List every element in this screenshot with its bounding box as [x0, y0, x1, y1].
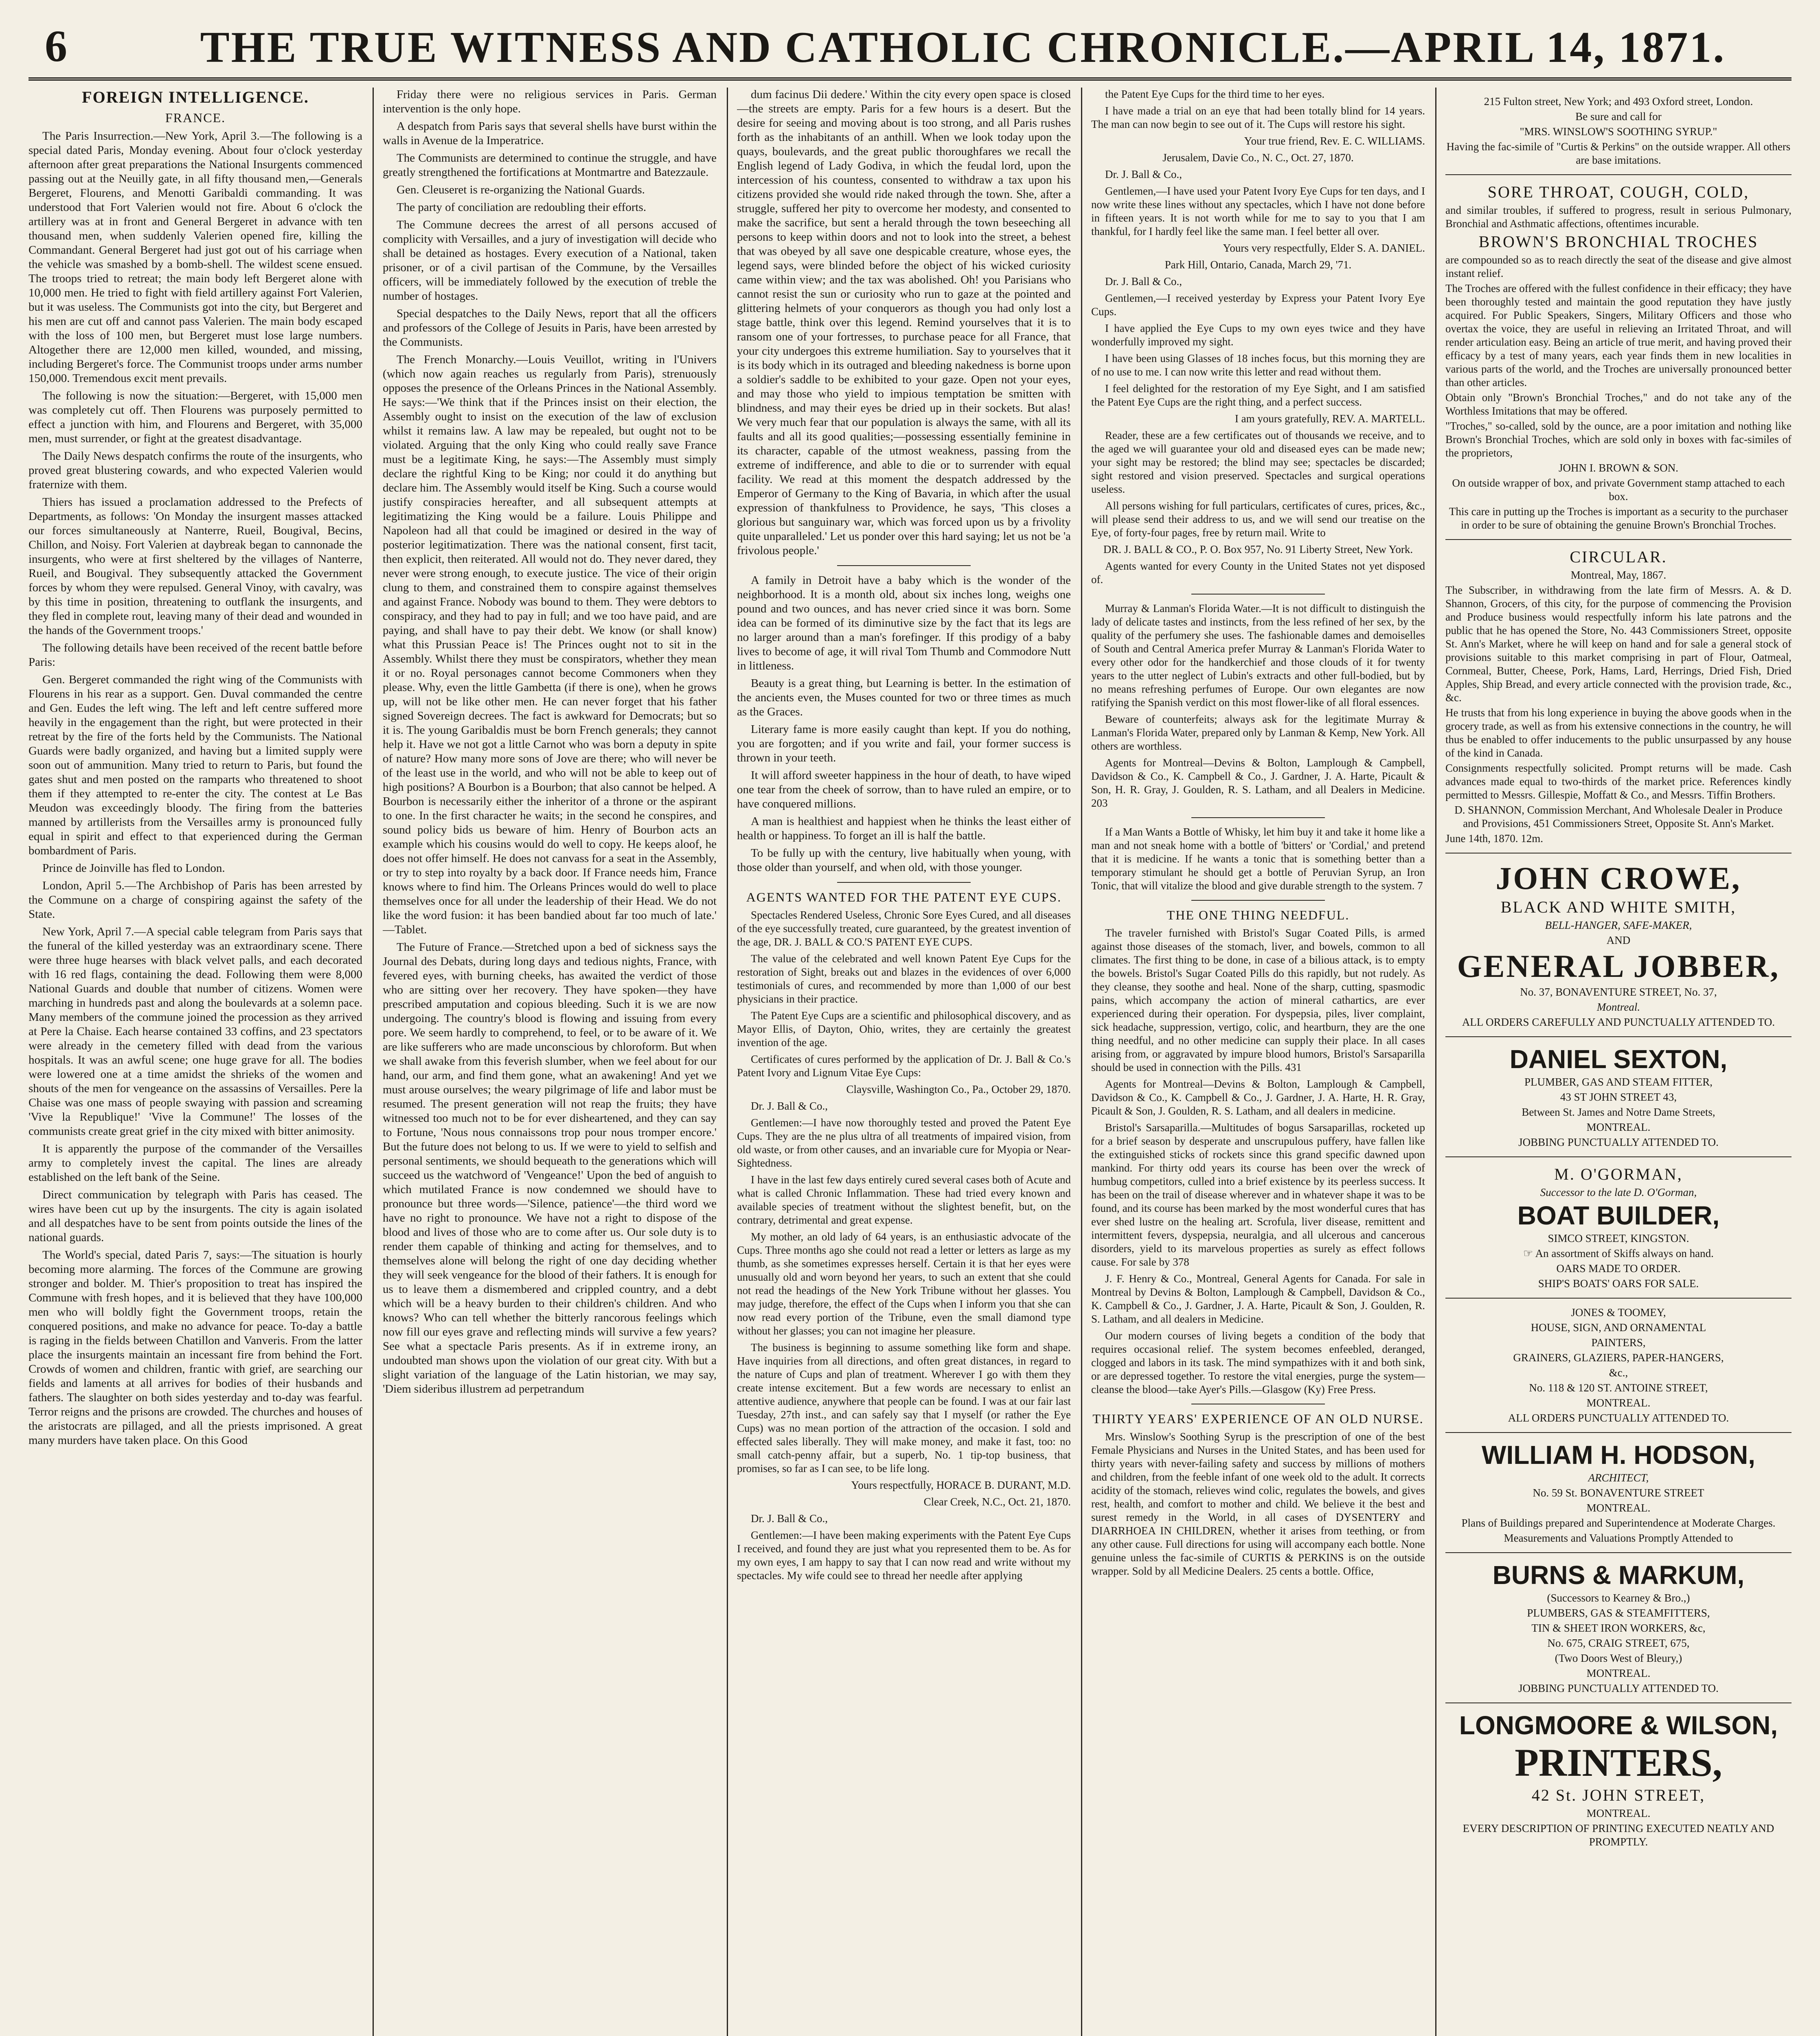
ad-dateline: June 14th, 1870. 12m. [1445, 832, 1543, 845]
ad-line: GRAINERS, GLAZIERS, PAPER-HANGERS, [1513, 1351, 1724, 1364]
ad-paragraph: Agents wanted for every County in the United States not yet disposed of. [1091, 560, 1425, 586]
article-paragraph: Literary fame is more easily caught than kept. If you do nothing, you are forgotten; and if you write and fail, your former success is thrown in your teeth. [737, 723, 1071, 764]
article-paragraph: The French Monarchy.—Louis Veuillot, writing in l'Univers (which now again reaches us regularly from Paris), strenuously opposes the presence of the Orleans Princes in the National Assembly. He says:—'We think that if the Princes insist on their election, the Assembly ought to insist on the execution of the law of exclusion whilst it remains law. A law may be repealed, but ought not to be violated. Arguing that the only King who could really save France must be a legitimate King, he says:—The Assembly must simply declare the rightful King to be King; nor could it do anything but declare him. The Assembly would itself be King. Such a course would justify conspiracies hereafter, and all subsequent attempts at legitimatizing the King would be a failure. Louis Philippe and Napoleon had all that could be imagined or desired in the way of posterior legitimatization. There was the national consent, first tacit, then explicit, then reiterated. All would not do. They never dared, they never were strong enough, to execute justice. The vice of their origin clung to them, and constrained them to conspire against themselves and against France. Nobody was bound to them. They were debtors to conspiracy, and they had to pay in full; and we too have paid, and are paying, and shall have to pay their debt. We know (or shall know) what this Prussian Peace is! The Princes ought not to sit in the Assembly. Whilst there they must be conspirators, whether they mean it or no. Royal personages cannot become Commoners when they please. Why, even the little Gambetta (if there is one), when he grows up, will not be like other men. He can never forget that his father signed Sovereign decrees. The fact is awkward for Democrats; but so it is. The young Garibaldis must be born French generals; they cannot help it. Have we not got a little Carnot who was born a deputy in spite of nature? How many more sons of Jove are there; who will never be of the least use in the world, and who will not be able to keep out of high positions? A Bourbon is a Bourbon; that also cannot be helped. A Bourbon is necessarily either the inheritor of a throne or the aspirant to one. In the first character he waits; in the second he conspires, and sound policy bids us beware of him. Henry of Bourbon acts an example which his cousins would do well to copy. He keeps aloof, he does not offer himself. He does not canvass for a seat in the Assembly, or try to step into royalty by a back door. If France needs him, France knows where to find him. The Orleans Princes would do well to place themselves once for all under the leadership of their Head. We do not like the word fusion: it has been bandied about far too much of late.' —Tablet. [383, 353, 717, 936]
divider [837, 882, 971, 883]
ad-paragraph: are compounded so as to reach directly the seat of the disease and give almost instant relief. [1445, 254, 1791, 279]
ad-line: Be sure and call for [1575, 110, 1662, 123]
ad-line: PLUMBERS, GAS & STEAMFITTERS, [1527, 1607, 1710, 1619]
article-paragraph: It will afford sweeter happiness in the hour of death, to have wiped one tear from the cheek of sorrow, than to have ruled an empire, or to have conquered millions. [737, 769, 1071, 810]
ad-paragraph: The Subscriber, in withdrawing from the late firm of Messrs. A. & D. Shannon, Grocers, of this city, for the purpose of commencing the Provision and Produce business would respectfully inform his late patrons and the public that he has opened the Store, No. 443 Commissioners Street, opposite St. Ann's Market, where he will keep on hand and for sale a general stock of provisions suitable to this market comprising in part of Flour, Oatmeal, Cornmeal, Butter, Cheese, Pork, Hams, Lard, Herrings, Dried Fish, Dried Apples, Ship Bread, and every article connected with the provision trade, &c., &c. [1445, 584, 1791, 704]
ad-dateline: Montreal, May, 1867. [1570, 569, 1667, 581]
ad-line: 215 Fulton street, New York; and 493 Oxford street, London. [1484, 95, 1753, 108]
ad-signature: D. SHANNON, Commission Merchant, And Wholesale Dealer in Produce and Provisions, 451 Commissioners Street, Opposite St. Ann's Market. [1454, 804, 1783, 829]
ad-paragraph: Gentlemen:—I have been making experiments with the Patent Eye Cups I received, and found they are just what you represented them to be. As for my own eyes, I am happy to say that I can now read and write without my spectacles. My wife could see to thread her needle after applying [737, 1529, 1071, 1582]
article-paragraph: The following details have been received of the recent battle before Paris: [29, 641, 362, 669]
article-paragraph: It is apparently the purpose of the commander of the Versailles army to completely invest the capital. The lines are already established on the left bank of the Seine. [29, 1142, 362, 1184]
circular-ad [1445, 540, 1791, 853]
section-subheading: FRANCE. [165, 110, 226, 125]
column-rule [727, 88, 728, 2036]
ad-note: ALL ORDERS PUNCTUALLY ATTENDED TO. [1508, 1412, 1729, 1424]
article-paragraph: To be fully up with the century, live habitually when young, with those older than yourself, and when old, with those younger. [737, 847, 1071, 874]
newspaper-title: THE TRUE WITNESS AND CATHOLIC CHRONICLE.—APRIL 14, 1871. [200, 23, 1726, 72]
ad-paragraph: The Patent Eye Cups are a scientific and philosophical discovery, and as Mayor Ellis, of Dayton, Ohio, writes, they are certainly the greatest invention of the age. [737, 1009, 1071, 1049]
ad-paragraph: Gentlemen:—I have now thoroughly tested and proved the Patent Eye Cups. They are the ne plus ultra of all treatments of impaired vision, from old waste, or from other causes, and an invariable cure for Myopia or Near-Sightedness. [737, 1117, 1071, 1169]
ad-address: No. 59 St. BONAVENTURE STREET [1533, 1487, 1704, 1499]
longmoore-ad [1445, 1703, 1791, 1856]
article-paragraph: London, April 5.—The Archbishop of Paris has been arrested by the Commune on a charge of conspiring against the safety of the State. [29, 879, 362, 921]
letter-dateline: Claysville, Washington Co., Pa., October 29, 1870. [846, 1083, 1071, 1095]
ad-paragraph: Agents for Montreal—Devins & Bolton, Lamplough & Campbell, Davidson & Co., K. Campbell & Co., J. Gardner, J. A. Harte, Picault & Son, H. R. Gray, J. Goulden, R. S. Latham, and all Dealers in Medicine. 203 [1091, 757, 1425, 809]
ad-note-text: An assortment of Skiffs always on hand. [1535, 1247, 1714, 1259]
ogorman-ad [1445, 1157, 1791, 1299]
column-5 [1445, 88, 1791, 2036]
ad-city: MONTREAL. [1586, 1397, 1651, 1409]
ad-paragraph: The traveler furnished with Bristol's Sugar Coated Pills, is armed against those diseases of the stomach, liver, and bowels, common to all climates. The first thing to be done, in case of a bilious attack, is to empty the bowels. Bristol's Sugar Coated Pills do this rapidly, but not rudely. As they cleanse, they soothe and heal. None of the sharp, cutting, spasmodic pains, which accompany the action of mineral cathartics, are ever experienced during their operation. For dyspepsia, piles, liver complaint, sick headache, suppression, vertigo, colic, and heartburn, they are the one thing needful, and no other medicine can supply their place. In all cases arising from, or aggravated by impure blood humors, Bristol's Sarsaparilla should be used in connection with the Pills. 431 [1091, 927, 1425, 1073]
ad-line: HOUSE, SIGN, AND ORNAMENTAL [1531, 1321, 1706, 1334]
ad-paragraph: My mother, an old lady of 64 years, is an enthusiastic advocate of the Cups. Three months ago she could not read a letter or letters as large as my thumb, as she sometimes expresses herself. Certain it is that her eyes were unusually old and worn beyond her years, to such an extent that she could not read the headings of the New York Tribune without her glasses. You may judge, therefore, the effect of the Cups when I inform you that she can now read every portion of the Tribune, even the small diamond type without her glasses; you can not imagine her pleasure. [737, 1231, 1071, 1337]
ad-heading: THE ONE THING NEEDFUL. [1167, 908, 1350, 922]
ad-paragraph: J. F. Henry & Co., Montreal, General Agents for Canada. For sale in Montreal by Devins & Bolton, Lamplough & Campbell, Davidson & Co., K. Campbell & Co., J. Gardner, J. A. Harte, Picault & Son, J. Goulden, R. S. Latham, and all dealers in Medicine. [1091, 1272, 1425, 1325]
masthead [29, 16, 1791, 81]
ad-line: BELL-HANGER, SAFE-MAKER, [1545, 919, 1692, 931]
ad-address: 42 St. JOHN STREET, [1531, 1786, 1706, 1804]
ad-address: No. 675, CRAIG STREET, 675, [1547, 1637, 1690, 1649]
ad-line: Having the fac-simile of "Curtis & Perkins" on the outside wrapper. All others are base imitations. [1446, 140, 1791, 166]
letter-salutation: Dr. J. Ball & Co., [1105, 275, 1182, 287]
ad-heading: SORE THROAT, COUGH, COLD, [1487, 183, 1750, 201]
ad-note: EVERY DESCRIPTION OF PRINTING EXECUTED NEATLY AND PROMPTLY. [1463, 1822, 1774, 1848]
ad-note: Plans of Buildings prepared and Superintendence at Moderate Charges. [1461, 1517, 1776, 1529]
ad-line: PRINTERS, [1515, 1741, 1722, 1784]
ad-paragraph: Spectacles Rendered Useless, Chronic Sore Eyes Cured, and all diseases of the eye successfully treated, cure guaranteed, by the greatest invention of the age, DR. J. BALL & CO.'S PATENT EYE CUPS. [737, 909, 1071, 948]
article-paragraph: The Daily News despatch confirms the route of the insurgents, who proved great blustering cowards, and who expected Valerien would fraternize with them. [29, 450, 362, 491]
article-paragraph: A man is healthiest and happiest when he thinks the least either of health or happiness. To forget an ill is half the battle. [737, 815, 1071, 842]
column-2 [383, 88, 717, 2036]
ad-paragraph: Obtain only "Brown's Bronchial Troches," and do not take any of the Worthless Imitations that may be offered. [1445, 391, 1791, 417]
ad-line: Successor to the late D. O'Gorman, [1540, 1186, 1697, 1198]
ad-name: BURNS & MARKUM, [1492, 1560, 1745, 1590]
ad-note: JOBBING PUNCTUALLY ATTENDED TO. [1518, 1682, 1719, 1694]
ad-paragraph: The value of the celebrated and well known Patent Eye Cups for the restoration of Sight, breaks out and blazes in the evidences of over 6,000 testimonials of cures, and recommended by more than 1,000 of our best physicians in their practice. [737, 952, 1071, 1005]
ad-address: No. 37, BONAVENTURE STREET, No. 37, [1520, 986, 1717, 998]
columns [29, 88, 1791, 2036]
ad-city: Montreal. [1596, 1001, 1640, 1013]
letter-salutation: Dr. J. Ball & Co., [1105, 168, 1182, 180]
ad-paragraph: Consignments respectfully solicited. Prompt returns will be made. Cash advances made equal to two-thirds of the market price. References kindly permitted to Messrs. Gillespie, Moffatt & Co., and Messrs. Tiffin Brothers. [1445, 762, 1791, 801]
article-paragraph: Gen. Bergeret commanded the right wing of the Communists with Flourens in his rear as a support. Gen. Duval commanded the centre and Gen. Eudes the left wing. The left and left centre suffered more heavily in the engagement than the right, but were protected in their retreat by the fire of the forts held by the Communists. The National Guards were badly organized, and having but a limited supply were soon out of ammunition. Many tried to return to Paris, but found the gates shut and men posted on the ramparts who threatened to shoot them if they attempted to re-enter the city. The contest at Le Bas Meudon was exceedingly bloody. The firing from the batteries manned by artillerists from the Versailles army is pronounced fully equal in spirit and effect to that experienced during the German bombardment of Paris. [29, 673, 362, 857]
letter-signature: Your true friend, Rev. E. C. WILLIAMS. [1244, 135, 1425, 147]
ad-paragraph: I have made a trial on an eye that had been totally blind for 14 years. The man can now begin to see out of it. The Cups will restore his sight. [1091, 105, 1425, 130]
ad-note: Measurements and Valuations Promptly Attended to [1504, 1532, 1733, 1544]
ad-line: (Successors to Kearney & Bro.,) [1547, 1592, 1690, 1604]
letter-salutation: Dr. J. Ball & Co., [751, 1512, 828, 1525]
ad-paragraph: This care in putting up the Troches is important as a security to the purchaser in order to be sure of obtaining the genuine Brown's Bronchial Troches. [1449, 505, 1788, 531]
article-paragraph: The World's special, dated Paris 7, says:—The situation is hourly becoming more alarming. The forces of the Commune are growing stronger and bolder. M. Thier's proposition to treat has inspired the Commune with fresh hopes, and it is believed that they have 100,000 men who will boldly fight the Government troops, retain the conquered positions, and make no advance for peace. To-day a battle is raging in the fields between Chatillon and Vanveris. From the latter place the insurgents maintain an incessant fire from behind the Fort. Crowds of women and children, frantic with grief, are searching our fields and laments at all arrives for bodies of their husbands and fathers. The slaughter on both sides yesterday and to-day was fearful. Terror reigns and the prisons are crowded. The churches and houses of the aristocrats are pillaged, and all the priests imprisoned. A great many murders have taken place. On this Good [29, 1248, 362, 1447]
ad-city: MONTREAL. [1586, 1121, 1651, 1133]
ad-paragraph: and similar troubles, if suffered to progress, result in serious Pulmonary, Bronchial and Asthmatic affections, oftentimes incurable. [1445, 204, 1791, 230]
article-paragraph: The Communists are determined to continue the struggle, and have greatly strengthened the fortifications at Montmartre and Batezzaule. [383, 151, 717, 179]
column-rule [1081, 88, 1082, 2036]
article-paragraph: Beauty is a great thing, but Learning is better. In the estimation of the ancients even, the Muses counted for two or three times as much as the Graces. [737, 677, 1071, 718]
letter-salutation: Dr. J. Ball & Co., [751, 1100, 828, 1112]
letter-signature: Yours respectfully, HORACE B. DURANT, M.D. [851, 1479, 1071, 1491]
ad-paragraph: The Troches are offered with the fullest confidence in their efficacy; they have been thoroughly tested and maintain the good reputation they have justly acquired. For Public Speakers, Singers, Military Officers and those who overtax the voice, they are useful in relieving an Irritated Throat, and will render articulation easy. Being an article of true merit, and having proved their efficacy by a test of many years, each year finds them in new localities in various parts of the world, and the Troches are universally pronounced better than other articles. [1445, 282, 1791, 388]
hodson-ad [1445, 1433, 1791, 1553]
article-paragraph: Prince de Joinville has fled to London. [42, 862, 225, 875]
ad-city: MONTREAL. [1586, 1807, 1651, 1819]
article-paragraph: Gen. Cleuseret is re-organizing the National Guards. [397, 183, 645, 196]
ad-line: ARCHITECT, [1588, 1472, 1649, 1484]
ad-paragraph: If a Man Wants a Bottle of Whisky, let him buy it and take it home like a man and not sneak home with a bottle of 'bitters' or 'Cordial,' and pretend that it is medicine. If he wants a tonic that is something better than a temporary stimulant he should get a bottle of Peruvian Syrup, an Iron Tonic, that will vitalize the blood and give durable strength to the system. 7 [1091, 826, 1425, 892]
ad-note: OARS MADE TO ORDER. [1556, 1262, 1681, 1275]
sexton-ad [1445, 1037, 1791, 1157]
page-number: 6 [45, 21, 67, 71]
ad-note: SHIP'S BOATS' OARS FOR SALE. [1538, 1277, 1699, 1290]
article-paragraph: The Future of France.—Stretched upon a bed of sickness says the Journal des Debats, during long days and tedious nights, France, with fevered eyes, with burning cheeks, has awaited the verdict of those who are sitting over her recovery. They have spoken—they have prescribed amputation and copious bleeding. Such it is we are now undergoing. The country's blood is flowing and issuing from every pore. We seem hardly to comprehend, to feel, or to be aware of it. We are like sufferers who are made unconscious by chloroform. But when we shall awake from this feverish slumber, when we feel about for our hand, our arm, and find them gone, what an awakening! And yet we must arouse ourselves; the weary pilgrimage of life and labor must be resumed. The present generation will not reap the fruits; they have witnessed too much not to be for ever disheartened, and they can say to Fortune, 'Nous nous connaissons trop pour nous tromper encore.' But the future does not belong to us. If we were to yield to selfish and personal sentiments, we should bequeath to the generations which will succeed us the watchword of 'Vengeance!' Upon the bed of anguish to which mutilated France is now condemned we should have to pronounce but three words—'Silence, patience'—the third word we have no right to pronounce. We have not a right to dispose of the blood and lives of those who are to come after us. Our sole duty is to render them capable of thinking and acting for themselves, and to themselves alone will belong the right of one day deciding whether they will seek vengeance for the blood of their fathers. It is enough for us to leave them a dismembered and crippled country, and a debt which will be a heavy burden to their children's children. And who knows? Who can tell whether the bitterly rancorous feelings which now fill our eyes grave and reflecting minds will survive a few years? See what a spectacle Paris presents. As if in extreme irony, an undoubted man shows upon the violation of our great city. With but a slight variation of the language of the Latin historian, we may say, 'Diem sideribus illustrem ad perpetrandum [383, 941, 717, 1395]
ad-paragraph: Bristol's Sarsaparilla.—Multitudes of bogus Sarsaparillas, rocketed up for a brief season by desperate and unscrupulous puffery, have fallen like the extinguished sticks of rockets since this grand specific dawned upon mankind. For thirty odd years its course has been over the wreck of humbug competitors, culled into a brief existence by its peerless success. It has been on the trail of disease wherever and in whatever shape it was to be found, and its course has been marked by the most wonderful cures that has ever shed lustre on the healing art. Scrofula, liver disease, remittent and intermittent fevers, dyspepsia, neuralgia, and all ulcerous and cancerous disorders, yield to its marvelous properties as surely as effect follows cause. For sale by 378 [1091, 1121, 1425, 1268]
column-3 [737, 88, 1071, 2036]
ad-paragraph: All persons wishing for full particulars, certificates of cures, prices, &c., will please send their address to us, and we will send our treatise on the Eye, of forty-four pages, free by return mail. Write to [1091, 500, 1425, 539]
article-paragraph: Friday there were no religious services in Paris. German intervention is the only hope. [383, 88, 717, 115]
ad-note: ALL ORDERS CAREFULLY AND PUNCTUALLY ATTENDED TO. [1462, 1016, 1775, 1028]
ad-city: MONTREAL. [1586, 1667, 1651, 1679]
ad-name: JONES & TOOMEY, [1571, 1306, 1666, 1319]
ad-paragraph: "Troches," so-called, sold by the ounce, are a poor imitation and nothing like Brown's Bronchial Troches, which are sold only in boxes with fac-similes of the proprietors, [1445, 420, 1791, 459]
article-paragraph: The following is now the situation:—Bergeret, with 15,000 men was completely cut off. Then Flourens was purposely permitted to effect a junction with him, and Flourens and Bergeret, with 35,000 men, must surrender, or fight at the greatest disadvantage. [29, 389, 362, 445]
ad-paragraph: The business is beginning to assume something like form and shape. Have inquiries from all directions, and often great distances, in regard to the nature of Cups and plan of treatment. Wherever I go with them they create intense excitement. But a few words are necessary to enlist an attentive audience, anywhere that people can be found. I was at our fair last Tuesday, 27th inst., and can safely say that I myself (or rather the Eye Cups) was no mean portion of the attraction of the occasion. I sold and effected sales liberally. They will make money, and make it fast, too: no small catch-penny affair, but a superb, No. 1 tip-top business, that promises, so far as I can see, to be life long. [737, 1341, 1071, 1474]
ad-paragraph: I have in the last few days entirely cured several cases both of Acute and what is called Chronic Inflammation. These had tried every known and available species of treatment without the slightest benefit, but, on the contrary, detrimental and great expense. [737, 1174, 1071, 1226]
ad-paragraph: Gentlemen,—I have used your Patent Ivory Eye Cups for ten days, and I now write these lines without any spectacles, which I have not done before in fifteen years. It is not worth while for me to say to you that I am thankful, for I hardly feel like the same man. I feel better all over. [1091, 185, 1425, 237]
burns-ad [1445, 1553, 1791, 1703]
article-paragraph: Direct communication by telegraph with Paris has ceased. The wires have been cut up by the insurgents. The city is again isolated and all despatches have to be sent from points outside the lines of the national guards. [29, 1188, 362, 1244]
letter-dateline: Park Hill, Ontario, Canada, March 29, '71. [1164, 259, 1352, 271]
ad-paragraph: I have been using Glasses of 18 inches focus, but this morning they are of no use to me. I can now write this letter and read without them. [1091, 352, 1425, 378]
ad-paragraph: He trusts that from his long experience in buying the above goods when in the grocery trade, as well as from his extensive connections in the country, he will thus be enabled to offer inducements to the public unsurpassed by any house of the kind in Canada. [1445, 706, 1791, 759]
letter-signature: Yours very respectfully, Elder S. A. DANIEL. [1223, 242, 1425, 254]
ad-line: PLUMBER, GAS AND STEAM FITTER, [1524, 1076, 1713, 1088]
ad-paragraph: Beware of counterfeits; always ask for the legitimate Murray & Lanman's Florida Water, prepared only by Lanman & Kemp, New York. All others are worthless. [1091, 713, 1425, 752]
article-paragraph: Special despatches to the Daily News, report that all the officers and professors of the College of Jesuits in Paris, have been arrested by the Communists. [383, 307, 717, 349]
ad-heading: BROWN'S BRONCHIAL TROCHES [1478, 233, 1759, 251]
ad-paragraph: the Patent Eye Cups for the third time to her eyes. [1105, 88, 1325, 100]
ad-note [1445, 1247, 1791, 1260]
divider [1191, 900, 1325, 901]
column-4 [1091, 88, 1425, 2036]
winslow-ad [1445, 88, 1791, 175]
ad-line: PAINTERS, [1591, 1336, 1646, 1349]
ad-heading: CIRCULAR. [1570, 548, 1667, 566]
ad-line: AND [1606, 934, 1631, 946]
column-rule [1435, 88, 1436, 2036]
ad-line: TIN & SHEET IRON WORKERS, &c, [1531, 1622, 1706, 1634]
letter-signature: I am yours gratefully, REV. A. MARTELL. [1235, 412, 1425, 425]
section-heading: FOREIGN INTELLIGENCE. [82, 88, 309, 106]
ad-line: BLACK AND WHITE SMITH, [1500, 898, 1737, 916]
article-paragraph: The party of conciliation are redoubling their efforts. [397, 201, 647, 214]
ad-name: JOHN I. BROWN & SON. [1558, 462, 1678, 474]
article-paragraph: New York, April 7.—A special cable telegram from Paris says that the funeral of the killed yesterday was an extraordinary scene. There were three huge hearses with black velvet palls, and each decorated with 16 red flags, containing the dead. Following them were 8,000 National Guards and double that number of citizens. Women were marching in hundreds past and along the boulevards at a solemn pace. Many members of the commune joined the procession as they arrived at Pere la Chaise. Each hearse contained 33 coffins, and 23 spectators were already in the cemetery filled with dead from the various hospitals. It was an awful scene; one huge grave for all. The bodies were lowered one at a time amidst the shrieks of the women and shouts of the men for vengeance on the assassins of Versailles. Pere la Chaise was one mass of people swaying with passion and screaming 'Vive la Republique!' 'Vive la Commune!' The losses of the communists create great grief in the city mixed with bitter animosity. [29, 925, 362, 1138]
article-paragraph: Thiers has issued a proclamation addressed to the Prefects of Departments, as follows: 'On Monday the insurgent masses attacked our forces simultaneously at Nanterre, Rueil, Bougival, Becins, Chillon, and Noisy. Fort Valerien at daybreak began to cannonade the insurgents, who were at first sheltered by the villages of Nanterre, Rueil, and Bougival. They subsequently attacked the Government forces by whom they were repulsed. General Vinoy, with cavalry, was by this time in position, threatening to outflank the insurgents, and they fled in complete rout, leaving many of their dead and wounded in the hands of the Government troops.' [29, 496, 362, 637]
ad-paragraph: I feel delighted for the restoration of my Eye Sight, and I am satisfied the Patent Eye Cups are the right thing, and a perfect success. [1091, 382, 1425, 408]
ad-paragraph: Agents for Montreal—Devins & Bolton, Lamplough & Campbell, Davidson & Co., K. Campbell & Co., J. Gardner, J. A. Harte, H. R. Gray, Picault & Son, J. Goulden, R. S. Latham, and all dealers in medicine. [1091, 1078, 1425, 1117]
divider [1191, 817, 1325, 818]
letter-dateline: Jerusalem, Davie Co., N. C., Oct. 27, 1870. [1162, 151, 1354, 164]
ad-paragraph: Murray & Lanman's Florida Water.—It is not difficult to distinguish the lady of delicate tastes and instincts, from the less refined of her sex, by the quality of the perfumery she uses. The fashionable dames and demoiselles of South and Central America prefer Murray & Lanman's Florida Water to every other odor for the handkerchief and those clouds of it for twenty years to the utter neglect of Lubin's extracts and other full-bodied, but by no means refreshing perfumes of Europe. Our own elegantes are now ratifying the Spanish verdict on this most flower-like of all floral essences. [1091, 602, 1425, 709]
ad-name: JOHN CROWE, [1495, 860, 1741, 896]
ad-address: SIMCO STREET, KINGSTON. [1548, 1232, 1689, 1244]
divider [837, 565, 971, 566]
ad-name: M. O'GORMAN, [1554, 1165, 1683, 1183]
column-1 [29, 88, 362, 2036]
ad-address: No. 118 & 120 ST. ANTOINE STREET, [1529, 1382, 1708, 1394]
crowe-ad [1445, 853, 1791, 1037]
jones-ad [1445, 1299, 1791, 1433]
ad-paragraph: I have applied the Eye Cups to my own eyes twice and they have wonderfully improved my sight. [1091, 322, 1425, 348]
article-paragraph: The Commune decrees the arrest of all persons accused of complicity with Versailles, and a jury of investigation will decide who shall be detained as hostages. Every execution of a National, taken prisoner, or of a civil partisan of the Commune, by the Versailles officers, will be immediately followed by the execution of treble the number of hostages. [383, 218, 717, 303]
ad-paragraph: Reader, these are a few certificates out of thousands we receive, and to the aged we will guarantee your old and diseased eyes can be made new; your sight may be restored; the blind may see; spectacles be discarded; sight restored and vision preserved. Spectacles and surgical operations useless. [1091, 429, 1425, 495]
ad-address: DR. J. BALL & CO., P. O. Box 957, No. 91 Liberty Street, New York. [1103, 543, 1413, 555]
ad-line: &c., [1609, 1367, 1628, 1379]
column-rule [373, 88, 374, 2036]
ad-heading: THIRTY YEARS' EXPERIENCE OF AN OLD NURSE. [1092, 1411, 1424, 1426]
pointing-hand-icon: ☞ [1523, 1247, 1535, 1259]
ad-city: MONTREAL. [1586, 1502, 1651, 1514]
article-paragraph: dum facinus Dii dedere.' Within the city every open space is closed—the streets are empty. Paris for a few hours is a desert. But the desire for seeing and moving about is too strong, and all Paris rushes forth as the inhabitants of an anthill. When we look today upon the quays, boulevards, and the great public thoroughfares we recall the English legend of Lady Godiva, in which the feudal lord, upon the intercession of his countess, consented to withdraw a tax upon his citizens provided she would ride naked through the town. She, after a struggle, suffered her pity to overcome her modesty, and consented to make the sacrifice, but sent a herald through the town beseeching all persons to keep within doors and not to look into the street, a behest that was obeyed by all save one despicable creature, whose eyes, the legend says, were blinded before the object of his wicked curiosity came within view; and the tax was abolished. Oh! you Parisians who cannot resist the sun or curiosity who run to gaze at the pointed and glittering helmets of your conquerors as though you had only lost a stage battle, think over this legend. Remind yourselves that it is to ransom one of your fortresses, to purchase peace for all France, that your city undergoes this extreme humiliation. Say to yourselves that it is its body which in its outraged and bleeding nakedness is borne upon a soldier's saddle to be exhibited to your gaze. Open not your eyes, and may those who yield to impious temptation be smitten with blindness, and may their eyes be dried up in their sockets. But alas! We very much fear that our population is always the same, with all its faults and all its good qualities;—possessing essentially feminine in its character, capable of the utmost weakness, passing from the extreme of indifference, and able to die or to surrender with equal facility. We read at this moment the despatch addressed by the Emperor of Germany to the King of Bavaria, in which after the usual expression of thankfulness to Providence, he says, 'This closes a glorious but sanguinary war, which was forced upon us by a frivolity quite unparalleled.' Let us ponder over this hard saying; let us not be 'a frivolous people.' [737, 88, 1071, 557]
ad-address: Between St. James and Notre Dame Streets, [1522, 1106, 1715, 1118]
ad-name: WILLIAM H. HODSON, [1482, 1440, 1755, 1470]
troches-ad [1445, 175, 1791, 540]
article-paragraph: A family in Detroit have a baby which is the wonder of the neighborhood. It is a month old, about six inches long, weighs one pound and two ounces, and has never cried since it was born. Some idea can be formed of its diminutive size by the fact that its legs are no larger around than a man's forefinger. If this prodigy of a baby lives to become of age, it will rival Tom Thumb and Commodore Nutt in littleness. [737, 574, 1071, 672]
ad-paragraph: Gentlemen,—I received yesterday by Express your Patent Ivory Eye Cups. [1091, 292, 1425, 318]
divider [1191, 594, 1325, 595]
ad-heading: AGENTS WANTED FOR THE PATENT EYE CUPS. [746, 890, 1062, 904]
newspaper-page [29, 16, 1791, 2036]
ad-line: "MRS. WINSLOW'S SOOTHING SYRUP." [1520, 125, 1717, 138]
ad-paragraph: Certificates of cures performed by the application of Dr. J. Ball & Co.'s Patent Ivory and Lignum Vitae Eye Cups: [737, 1053, 1071, 1079]
ad-line: GENERAL JOBBER, [1457, 948, 1780, 984]
ad-name: LONGMOORE & WILSON, [1459, 1711, 1778, 1740]
article-paragraph: A despatch from Paris says that several shells have burst within the walls in Avenue de la Imperatrice. [383, 120, 717, 147]
letter-dateline: Clear Creek, N.C., Oct. 21, 1870. [923, 1496, 1071, 1508]
ad-note: JOBBING PUNCTUALLY ATTENDED TO. [1518, 1136, 1719, 1148]
ad-paragraph: Our modern courses of living begets a condition of the body that requires occasional relief. The system becomes enfeebled, deranged, clogged and labors in its task. The mind sympathizes with it and both sink, or are depressed together. To restore the vital energies, purge the system—cleanse the blood—take Ayer's Pills.—Glasgow (Ky) Free Press. [1091, 1330, 1425, 1395]
article-paragraph: The Paris Insurrection.—New York, April 3.—The following is a special dated Paris, Monday evening. About four o'clock yesterday afternoon after great preparations the National Insurgents commenced passing out at the Neuilly gate, in all fifty thousand men,—Generals Bergeret, Flourens, and Menotti Garibaldi commanding. It was understood that Fort Valerien would not fire. About 6 o'clock the artillery was at in front and General Bergeret in advance with ten thousand men, when suddenly Valerien opened fire, killing the Commandant. General Bergeret had just got out of his carriage when the vehicle was smashed by a bomb-shell. The wildest scene ensued. The troops tried to retreat; the main body left Bergeret alone with 10,000 men. He tried to fight with field artillery against Fort Valerien, but it was useless. The Communists got into the city, but Bergeret and his men are cut off and cannot pass Valerien. The main body escaped with the loss of 100 men, but Bergeret must lose large numbers. Altogether there are 12,000 men killed, wounded, and missing, including Bergeret's force. The Communist troops under arms number 150,000. Tremendous excit ment prevails. [29, 129, 362, 385]
ad-paragraph: Mrs. Winslow's Soothing Syrup is the prescription of one of the best Female Physicians and Nurses in the United States, and has been used for thirty years with never-failing safety and success by millions of mothers and children, from the feeble infant of one week old to the adult. It corrects acidity of the stomach, relieves wind colic, regulates the bowels, and gives rest, health, and comfort to mother and child. We believe it the best and surest remedy in the World, in all cases of DYSENTERY and DIARRHOEA IN CHILDREN, whether it arises from teething, or from any other cause. Full directions for using will accompany each bottle. None genuine unless the fac-simile of CURTIS & PERKINS is on the outside wrapper. Sold by all Medicine Dealers. 25 cents a bottle. Office, [1091, 1430, 1425, 1577]
ad-line: BOAT BUILDER, [1517, 1201, 1720, 1230]
ad-paragraph: On outside wrapper of box, and private Government stamp attached to each box. [1452, 477, 1785, 502]
ad-name: DANIEL SEXTON, [1509, 1044, 1728, 1074]
ad-address: (Two Doors West of Bleury,) [1555, 1652, 1682, 1664]
ad-address: 43 ST JOHN STREET 43, [1560, 1091, 1677, 1103]
